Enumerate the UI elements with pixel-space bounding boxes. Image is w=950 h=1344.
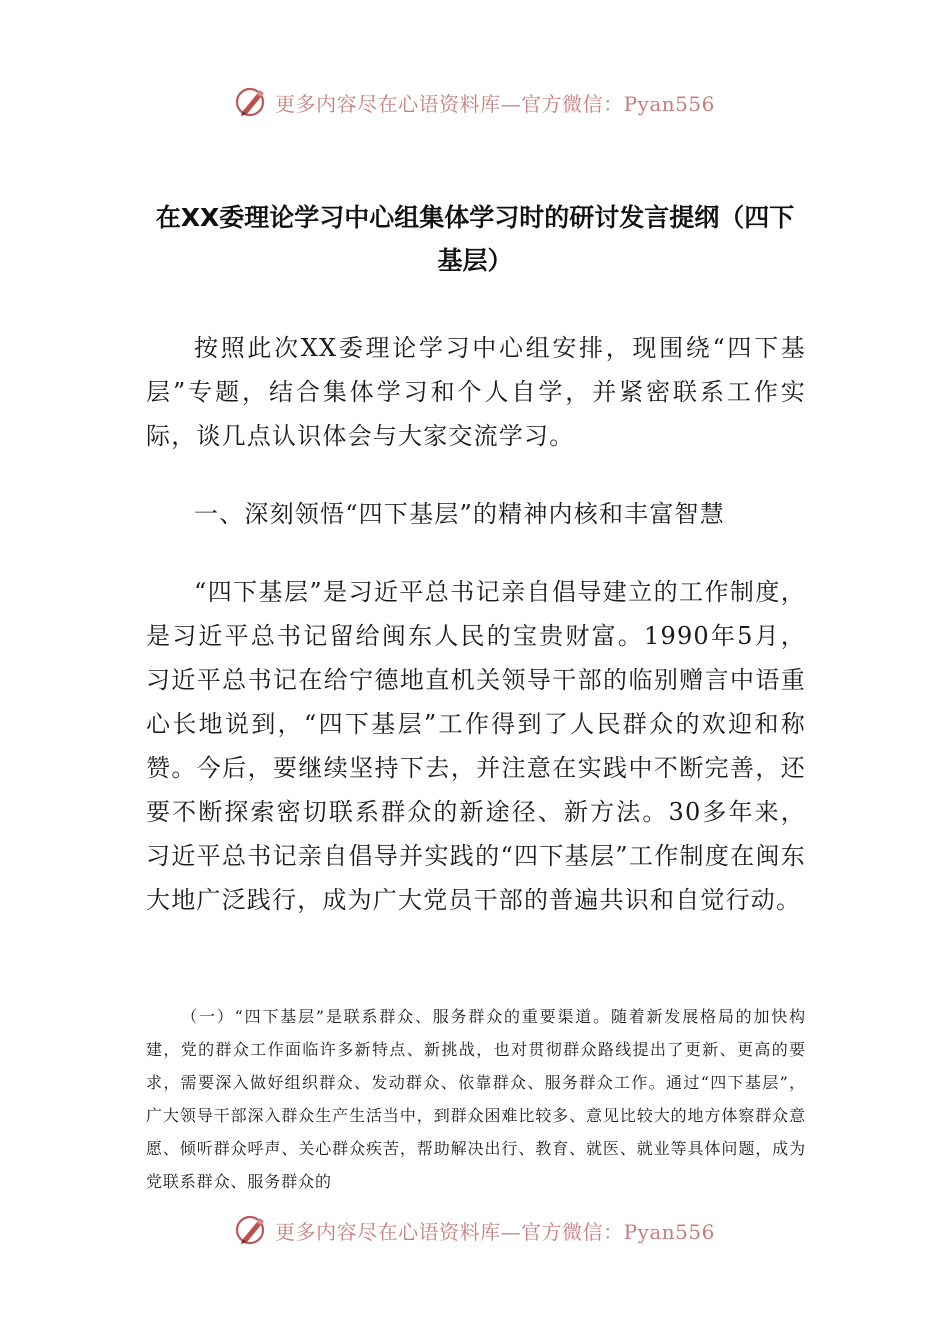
subsection-1-paragraph: （一）“四下基层”是联系群众、服务群众的重要渠道。随着新发展格局的加快构建，党的群众工作面临许多新特点、新挑战，也对贯彻群众路线提出了更新、更高的要求，需要深入做好组织群众、发动群众、依靠群众、服务群众工作。通过“四下基层”，广大领导干部深入群众生产生活当中，到群众困难比较多、意见比较大的地方体察群众意愿、倾听群众呼声、关心群众疾苦，帮助解决出行、教育、就医、就业等具体问题，成为党联系群众、服务群众的 [146, 1007, 806, 1191]
header-watermark-banner [0, 80, 950, 124]
intro-paragraph: 按照此次XX委理论学习中心组安排，现围绕“四下基层”专题，结合集体学习和个人自学，并紧密联系工作实际，谈几点认识体会与大家交流学习。 [146, 334, 806, 450]
pen-logo-icon [235, 1213, 269, 1247]
pen-logo-icon [235, 85, 269, 119]
document-title: 在XX委理论学习中心组集体学习时的研讨发言提纲（四下基层） [155, 203, 795, 275]
footer-watermark-banner [0, 1208, 950, 1252]
watermark-text: 更多内容尽在心语资料库—官方微信：Pyan556 [275, 1219, 715, 1244]
section-heading-1: 一、深刻领悟“四下基层”的精神内核和丰富智慧 [194, 500, 725, 528]
section-1-paragraph: “四下基层”是习近平总书记亲自倡导建立的工作制度，是习近平总书记留给闽东人民的宝贵财富。1990年5月，习近平总书记在给宁德地直机关领导干部的临别赠言中语重心长地说到，“四下基层”工作得到了人民群众的欢迎和称赞。今后，要继续坚持下去，并注意在实践中不断完善，还要不断探索密切联系群众的新途径、新方法。30多年来，习近平总书记亲自倡导并实践的“四下基层”工作制度在闽东大地广泛践行，成为广大党员干部的普遍共识和自觉行动。 [146, 578, 806, 914]
watermark-text: 更多内容尽在心语资料库—官方微信：Pyan556 [275, 91, 715, 116]
